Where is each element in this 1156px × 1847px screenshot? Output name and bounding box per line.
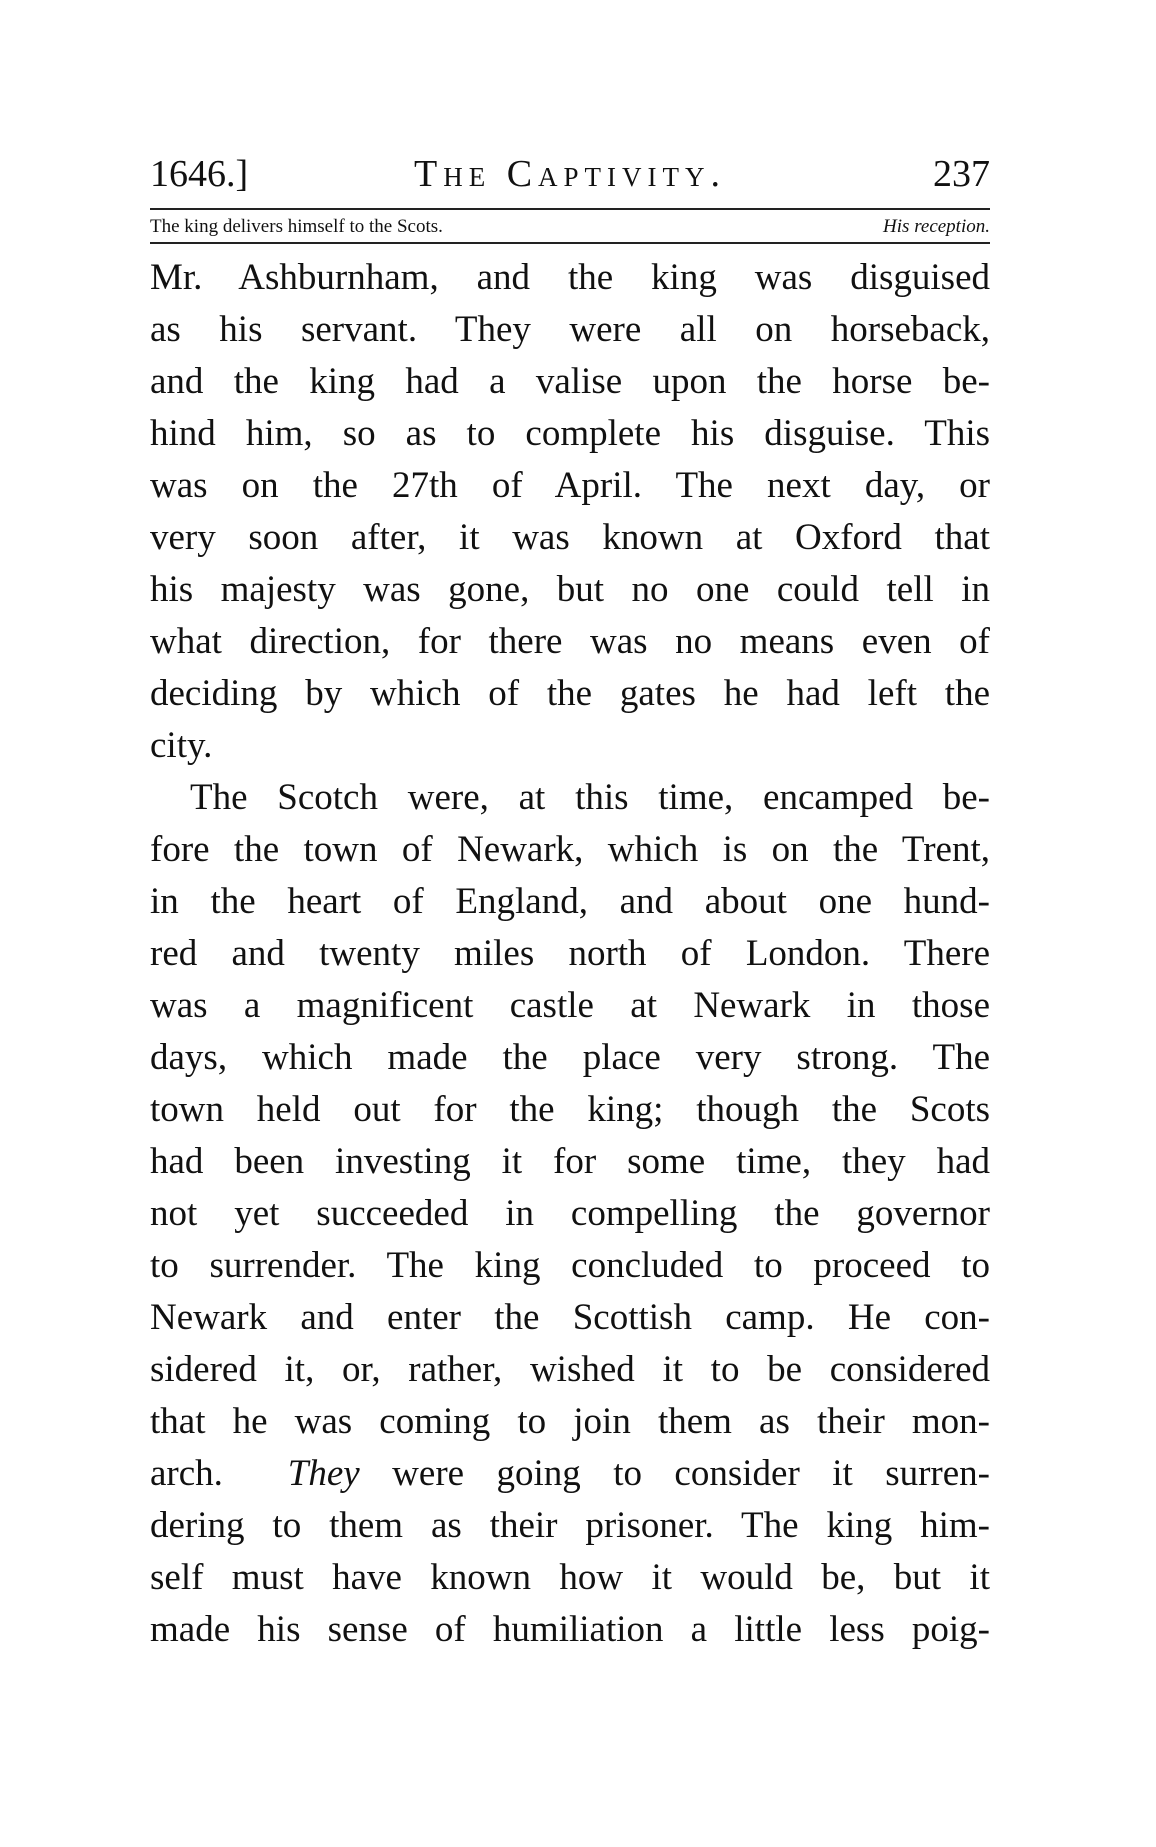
page-number: 237 (933, 153, 990, 195)
book-page (150, 130, 990, 1656)
text-line: had been investing it for some time, they had (150, 1141, 990, 1182)
text-line: deciding by which of the gates he had left the (150, 673, 990, 714)
body-text (150, 252, 990, 1656)
text-line: red and twenty miles north of London. There (150, 933, 990, 974)
text-line: his majesty was gone, but no one could tell in (150, 569, 990, 610)
text-line: in the heart of England, and about one hund- (150, 881, 990, 922)
text-line: hind him, so as to complete his disguise. This (150, 413, 990, 454)
text-line: very soon after, it was known at Oxford that (150, 517, 990, 558)
text-line-mixed (150, 1448, 990, 1500)
header-year: 1646.] (150, 153, 249, 195)
text-line: to surrender. The king concluded to proceed to (150, 1245, 990, 1286)
paragraph-2 (150, 772, 990, 1656)
text-line: dering to them as their prisoner. The king him- (150, 1505, 990, 1546)
text-line: city. (150, 725, 213, 766)
text-line: that he was coming to join them as their mon- (150, 1401, 990, 1442)
text-line: and the king had a valise upon the horse be- (150, 361, 990, 402)
text-line: sidered it, or, rather, wished it to be considered (150, 1349, 990, 1390)
text-line: not yet succeeded in compelling the governor (150, 1193, 990, 1234)
text-line: as his servant. They were all on horseback, (150, 309, 990, 350)
text-line: fore the town of Newark, which is on the Trent, (150, 829, 990, 870)
header-title: The Captivity. (413, 153, 727, 195)
text-line: self must have known how it would be, but it (150, 1557, 990, 1598)
subhead (150, 210, 990, 242)
text-line: was a magnificent castle at Newark in those (150, 985, 990, 1026)
running-head (150, 130, 990, 195)
text-line: Mr. Ashburnham, and the king was disguised (150, 257, 990, 298)
text-line: days, which made the place very strong. The (150, 1037, 990, 1078)
subhead-left: The king delivers himself to the Scots. (150, 216, 443, 237)
text-line: The Scotch were, at this time, encamped be- (190, 777, 990, 818)
text-line: made his sense of humiliation a little less poig- (150, 1609, 990, 1650)
text-fragment: were going to consider it surren- (392, 1453, 990, 1494)
text-line: Newark and enter the Scottish camp. He con- (150, 1297, 990, 1338)
text-line: was on the 27th of April. The next day, or (150, 465, 990, 506)
text-fragment: arch. (150, 1453, 223, 1494)
subhead-right: His reception. (883, 216, 990, 237)
paragraph-1 (150, 252, 990, 772)
header-rule-bottom (150, 242, 990, 244)
text-line: town held out for the king; though the Scots (150, 1089, 990, 1130)
italic-emphasis: They (287, 1453, 360, 1494)
text-line: what direction, for there was no means even of (150, 621, 990, 662)
